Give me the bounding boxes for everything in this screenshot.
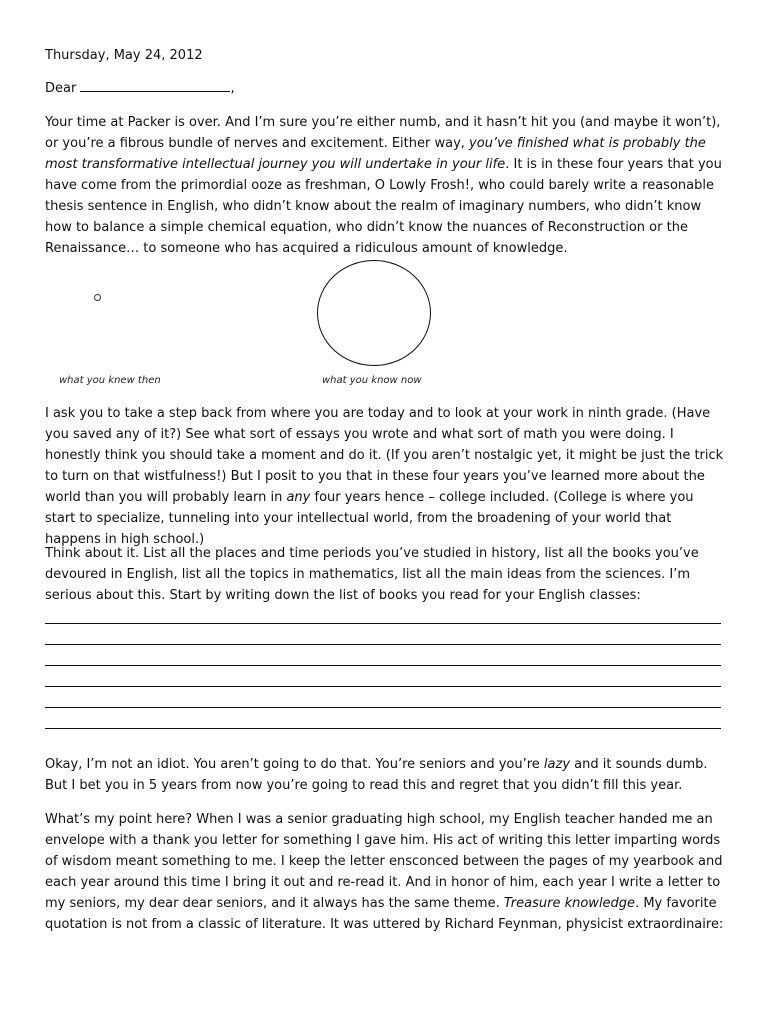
paragraph-intro: Your time at Packer is over. And I’m sure you’re either numb, and it hasn’t hit you (and maybe it won’t), or you’re a fibrous bundle of nerves and excitement. Either way, you’ve finished what is probably the most transformative intellectual journey you will undertake in your life. It is in these four years that you have come from the primordial ooze as freshman, O Lowly Frosh!, who could barely write a reasonable thesis sentence in English, who didn’t know about the realm of imaginary numbers, who didn’t know how to balance a simple chemical equation, who didn’t know the nuances of Reconstruction or the Renaissance… to someone who has acquired a ridiculous amount of knowledge. xyxy=(45,115,722,256)
recipient-blank[interactable] xyxy=(80,79,230,92)
answer-line[interactable] xyxy=(45,665,721,666)
answer-line[interactable] xyxy=(45,686,721,687)
answer-line[interactable] xyxy=(45,623,721,624)
answer-line[interactable] xyxy=(45,728,721,729)
letter-date: Thursday, May 24, 2012 xyxy=(45,48,203,63)
paragraph-step-back: I ask you to take a step back from where you are today and to look at your work in ninth grade. (Have you saved any of it?) See what sort of essays you wrote and what sort of math you were doing. I honestly think you should take a moment and do it. (If you aren’t nostalgic yet, it might be just the trick to turn on that wistfulness!) But I posit to you that in these four years you’ve learned more about the world than you will probably learn in any four years hence – college included. (College is where you start to specialize, tunneling into your intellectual world, from the broadening of your world that happens in high school.) xyxy=(45,406,724,547)
caption-then: what you knew then xyxy=(59,375,161,386)
small-circle xyxy=(94,294,101,301)
answer-line[interactable] xyxy=(45,707,721,708)
large-circle xyxy=(317,260,431,366)
salutation: Dear , xyxy=(45,81,235,96)
paragraph-point: What’s my point here? When I was a senior graduating high school, my English teacher handed me an envelope with a thank you letter for something I gave him. His act of writing this letter imparting words of wisdom meant something to me. I keep the letter ensconced between the pages of my yearbook and each year around this time I bring it out and re-read it. And in honor of him, each year I write a letter to my seniors, my dear dear seniors, and it always has the same theme. Treasure knowledge. My favorite quotation is not from a classic of literature. It was uttered by Richard Feynman, physicist extraordinaire: xyxy=(45,812,724,932)
answer-line[interactable] xyxy=(45,644,721,645)
paragraph-think: Think about it. List all the places and time periods you’ve studied in history, list all the books you’ve devoured in English, list all the topics in mathematics, list all the main ideas from the sciences. I’m serious about this. Start by writing down the list of books you read for your English classes: xyxy=(45,546,699,603)
paragraph-okay: Okay, I’m not an idiot. You aren’t going to do that. You’re seniors and you’re lazy and it sounds dumb. But I bet you in 5 years from now you’re going to read this and regret that you didn’t fill this year. xyxy=(45,757,708,793)
caption-now: what you know now xyxy=(322,375,422,386)
